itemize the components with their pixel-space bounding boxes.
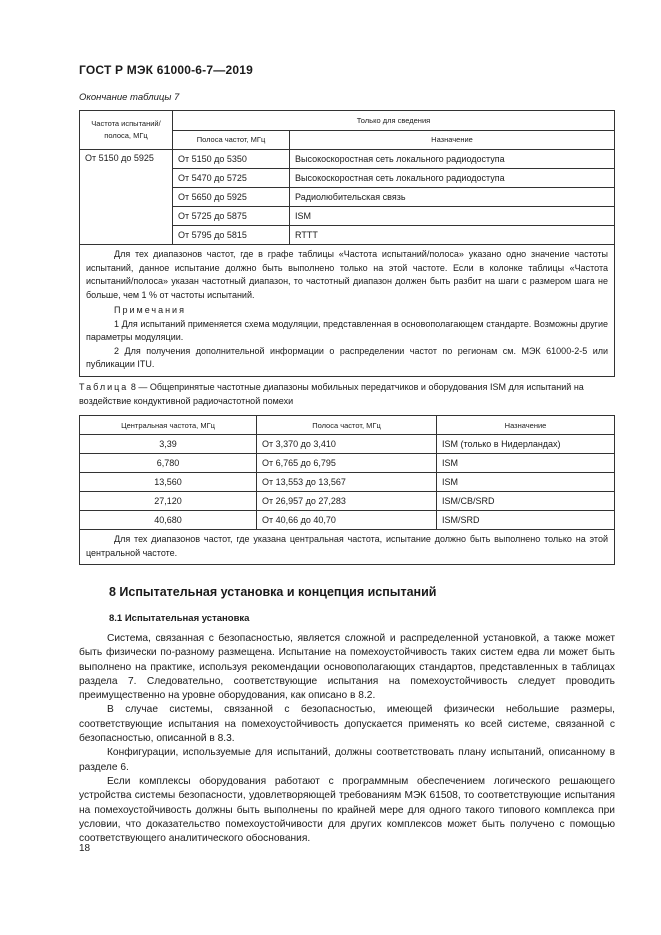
table-row [80,435,615,454]
body-paragraph: Если комплексы оборудования работают с программным обеспечением логического решающего устройства системы безопасности, удовлетворяющей требованиям МЭК 61508, то соответствующие испытания на помехоустойчивость должны быть выполнены по крайней мере для одного такого типового комплекса при условии, что доказательство помехоустойчивости для других комплексов может быть получено с помощью соответствующего аналитического обоснования. [79,775,615,845]
table8-caption [79,381,615,408]
table7-notes [80,245,615,377]
table7-purpose-cell: Высокоскоростная сеть локального радиодоступа [290,169,615,188]
table-row [80,492,615,511]
section-8-title: 8 Испытательная установка и концепция испытаний [109,585,437,599]
table8-label: Таблица [79,382,129,392]
table8-band-cell: От 3,370 до 3,410 [257,435,437,454]
table7-header-frequency: Частота испытаний/ полоса, МГц [80,111,173,150]
table8-purpose-cell: ISM (только в Нидерландах) [437,435,615,454]
table8-purpose-cell: ISM/SRD [437,511,615,530]
table8-header-center: Центральная частота, МГц [80,416,257,435]
table7-purpose-cell: RTTT [290,226,615,245]
table7-note-2: 2 Для получения дополнительной информации о распределении частот по регионам см. МЭК 61000-2-5 или публикации ITU. [86,345,608,369]
page-number: 18 [79,843,91,854]
table8-note-text: Для тех диапазонов частот, где указана центральная частота, испытание должно быть выполнено только на этой центральной частоте. [86,534,608,558]
table8-header-purpose: Назначение [437,416,615,435]
table7-notes-heading: Примечания [114,305,186,315]
table8-center-cell: 13,560 [80,473,257,492]
table8-center-cell: 40,680 [80,511,257,530]
table7-group-frequency: От 5150 до 5925 [80,150,173,245]
table8-purpose-cell: ISM [437,473,615,492]
table8-center-cell: 3,39 [80,435,257,454]
table-row [80,150,615,169]
table-row [80,511,615,530]
section-8-1-title: 8.1 Испытательная установка [109,613,250,624]
table7-header-band: Полоса частот, МГц [173,130,290,150]
table7-header-purpose: Назначение [290,130,615,150]
table8-band-cell: От 6,765 до 6,795 [257,454,437,473]
body-paragraph: Конфигурации, используемые для испытаний, должны соответствовать плану испытаний, описанному в разделе 6. [79,747,615,773]
table7-band-cell: От 5650 до 5925 [173,188,290,207]
body-paragraph: В случае системы, связанной с безопасностью, имеющей физически небольшие размеры, соответствующие испытания на помехоустойчивость допускается применять ко всей системе, связанной с безопасностью, описанной в 8.3. [79,704,615,745]
table7-band-cell: От 5150 до 5350 [173,150,290,169]
table8-header-band: Полоса частот, МГц [257,416,437,435]
table7-purpose-cell: Радиолюбительская связь [290,188,615,207]
table-row [80,454,615,473]
table8-band-cell: От 13,553 до 13,567 [257,473,437,492]
table7-note-main: Для тех диапазонов частот, где в графе таблицы «Частота испытаний/полоса» указано одно значение частоты испытаний, данное испытание должно быть выполнено только на этой частоте. Если в колонке таблицы «Частота испытаний/полоса» указан частотный диапазон, то частотный диапазон должен быть разбит на шаги с размером шага не больше, чем 1 % от частоты испытаний. [86,249,608,300]
table8-band-cell: От 40,66 до 40,70 [257,511,437,530]
table8-purpose-cell: ISM/CB/SRD [437,492,615,511]
table7-purpose-cell: ISM [290,207,615,226]
table7-header-info: Только для сведения [173,111,615,131]
table8-purpose-cell: ISM [437,454,615,473]
document-header: ГОСТ Р МЭК 61000-6-7—2019 [79,63,253,77]
table8-band-cell: От 26,957 до 27,283 [257,492,437,511]
table7-band-cell: От 5795 до 5815 [173,226,290,245]
table8-caption-text: 8 — Общепринятые частотные диапазоны мобильных передатчиков и оборудования ISM для испытаний на воздействие кондуктивной радиочастотной помехи [79,382,584,406]
table-8 [79,415,615,565]
section-8-1-body [79,632,615,846]
body-paragraph: Система, связанная с безопасностью, является сложной и распределенной установкой, а также может быть физически по-разному размещена. Испытание на помехоустойчивость таких систем едва ли может быть выполнено на практике, используя рекомендации основополагающих стандартов, представленных в таблицах раздела 7. Следовательно, соответствующие испытания на помехоустойчивость следует проводить преимущественно на уровне оборудования, как описано в 8.2. [79,633,615,702]
table7-band-cell: От 5470 до 5725 [173,169,290,188]
table7-band-cell: От 5725 до 5875 [173,207,290,226]
table8-note [80,530,615,565]
table-7 [79,110,615,377]
table7-continuation-label: Окончание таблицы 7 [79,92,180,103]
table7-purpose-cell: Высокоскоростная сеть локального радиодоступа [290,150,615,169]
table8-center-cell: 27,120 [80,492,257,511]
table-row [80,473,615,492]
table7-note-1: 1 Для испытаний применяется схема модуляции, представленная в основополагающем стандарте. Возможны другие параметры модуляции. [86,318,608,342]
table8-center-cell: 6,780 [80,454,257,473]
